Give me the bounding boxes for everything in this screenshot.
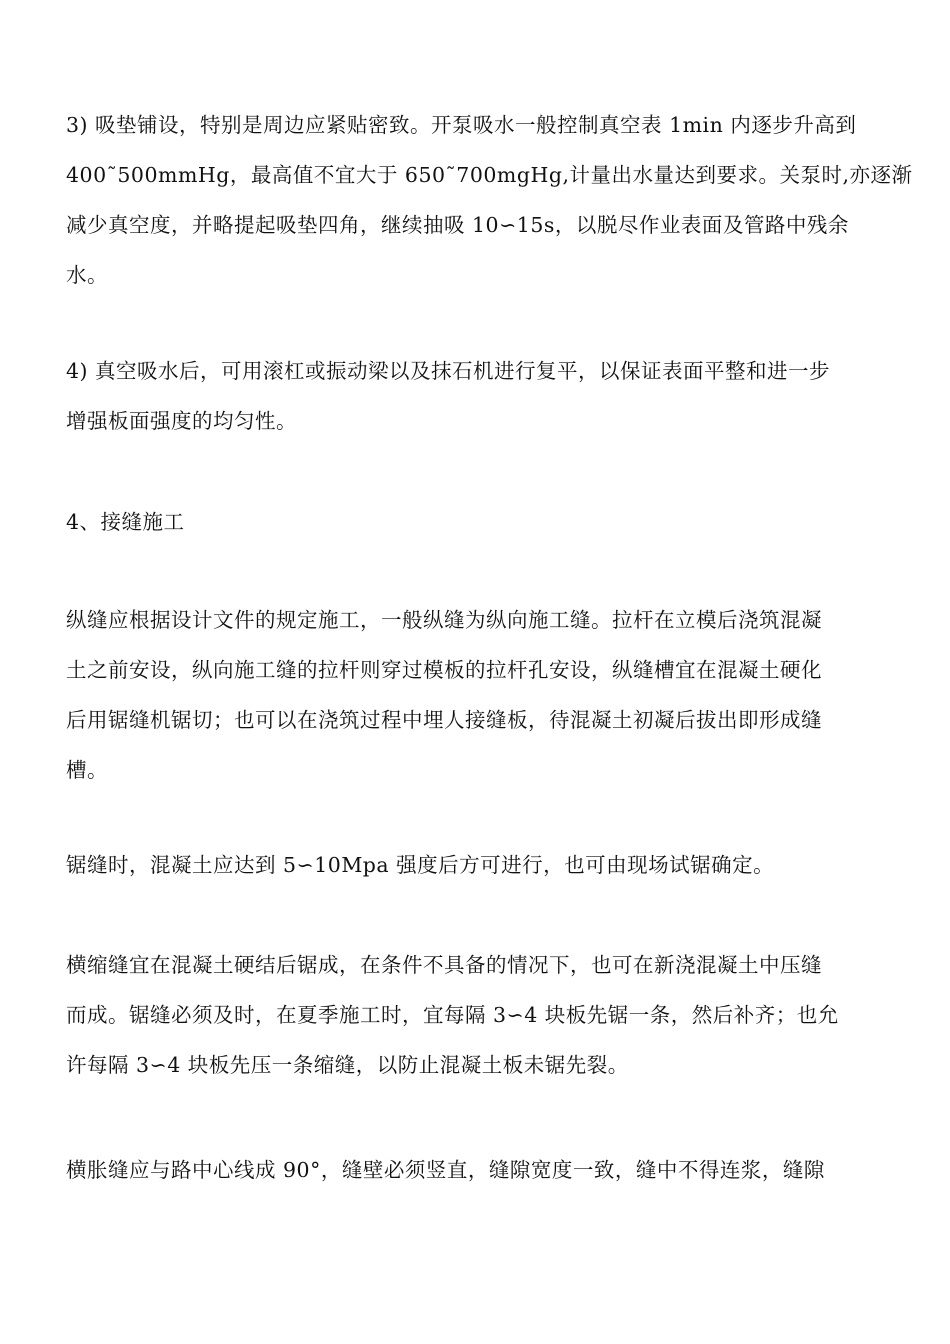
text-line: 增强板面强度的均匀性。 (66, 409, 297, 433)
text-line: 400˜500mmHg，最高值不宜大于 650˜700mgHg,计量出水量达到要求。关泵时,亦逐渐 (66, 163, 913, 187)
paragraph-after-vacuum-leveling (66, 346, 886, 446)
text-line: 水。 (66, 263, 108, 287)
text-line: 许每隔 3∽4 块板先压一条缩缝，以防止混凝土板未锯先裂。 (66, 1053, 629, 1077)
text-line: 横缩缝宜在混凝土硬结后锯成，在条件不具备的情况下，也可在新浇混凝土中压缝 (66, 953, 822, 977)
section-heading-joint-construction (66, 497, 886, 547)
paragraph-longitudinal-joints (66, 595, 886, 795)
paragraph-transverse-contraction-joints (66, 940, 886, 1090)
text-line: 而成。锯缝必须及时，在夏季施工时，宜每隔 3∽4 块板先锯一条，然后补齐；也允 (66, 1003, 839, 1027)
text-line: 3) 吸垫铺设，特别是周边应紧贴密致。开泵吸水一般控制真空表 1min 内逐步升高到 (66, 113, 857, 137)
text-line: 4) 真空吸水后，可用滚杠或振动梁以及抹石机进行复平，以保证表面平整和进一步 (66, 359, 831, 383)
text-line: 槽。 (66, 758, 108, 782)
paragraph-vacuum-pad-laying (66, 100, 913, 300)
paragraph-transverse-expansion-joints (66, 1145, 886, 1195)
text-line: 4、接缝施工 (66, 510, 185, 534)
paragraph-sawing-strength (66, 840, 886, 890)
text-line: 土之前安设，纵向施工缝的拉杆则穿过模板的拉杆孔安设，纵缝槽宜在混凝土硬化 (66, 658, 822, 682)
text-line: 减少真空度，并略提起吸垫四角，继续抽吸 10∽15s，以脱尽作业表面及管路中残余 (66, 213, 849, 237)
text-line: 横胀缝应与路中心线成 90°，缝壁必须竖直，缝隙宽度一致，缝中不得连浆，缝隙 (66, 1158, 825, 1182)
text-line: 纵缝应根据设计文件的规定施工，一般纵缝为纵向施工缝。拉杆在立模后浇筑混凝 (66, 608, 822, 632)
text-line: 锯缝时，混凝土应达到 5∽10Mpa 强度后方可进行，也可由现场试锯确定。 (66, 853, 775, 877)
text-line: 后用锯缝机锯切；也可以在浇筑过程中埋人接缝板，待混凝土初凝后拔出即形成缝 (66, 708, 822, 732)
